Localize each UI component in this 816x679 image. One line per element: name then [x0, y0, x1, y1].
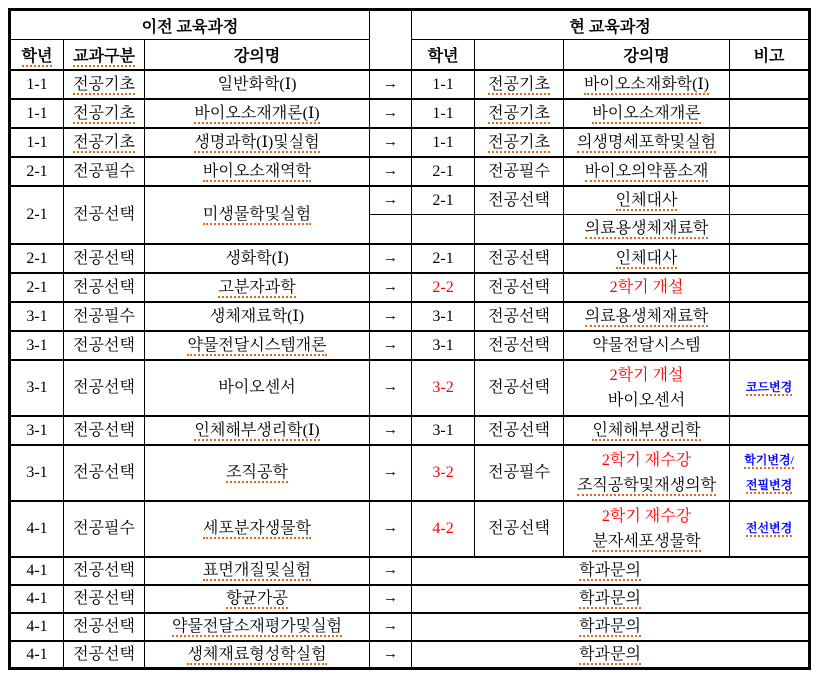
curr-category-cell: 전공선택 — [475, 244, 564, 273]
prev-category-cell: 전공선택 — [64, 331, 145, 360]
prev-category-cell: 전공선택 — [64, 445, 145, 501]
table-row — [10, 331, 810, 360]
prev-category-cell: 전공기초 — [64, 99, 145, 128]
prev-category-cell: 전공선택 — [64, 186, 145, 244]
curr-course-cell: 바이오의약품소재 — [564, 157, 730, 186]
prev-year-cell: 4-1 — [10, 501, 64, 557]
table-header — [10, 10, 810, 70]
prev-course-cell: 일반화학(Ⅰ) — [145, 70, 370, 99]
prev-category-cell: 전공선택 — [64, 641, 145, 669]
arrow-cell: → — [370, 501, 412, 557]
col-header-curr-category — [475, 40, 564, 70]
prev-category-cell: 전공선택 — [64, 244, 145, 273]
table-row — [10, 416, 810, 445]
prev-category-cell: 전공선택 — [64, 416, 145, 445]
curr-course-cell: 2학기 개설 바이오센서 — [564, 360, 730, 416]
curr-year-cell: 3-1 — [412, 331, 475, 360]
col-header-prev-course: 강의명 — [145, 40, 370, 70]
prev-year-cell: 2-1 — [10, 186, 64, 244]
curr-year-cell: 4-2 — [412, 501, 475, 557]
prev-category-cell: 전공선택 — [64, 273, 145, 302]
prev-category-cell: 전공필수 — [64, 501, 145, 557]
prev-course-cell: 인체해부생리학(Ⅰ) — [145, 416, 370, 445]
arrow-cell: → — [370, 273, 412, 302]
dept-contact-cell: 학과문의 — [412, 585, 810, 613]
prev-course-cell: 약물전달시스템개론 — [145, 331, 370, 360]
curr-course-cell: 인체대사 — [564, 244, 730, 273]
arrow-cell: → — [370, 70, 412, 99]
table-row — [10, 99, 810, 128]
table-row — [10, 641, 810, 669]
curr-year-cell: 2-1 — [412, 157, 475, 186]
remark-cell — [730, 302, 810, 331]
table-row — [10, 445, 810, 501]
prev-category-cell: 전공선택 — [64, 585, 145, 613]
table-row — [10, 613, 810, 641]
remark-cell — [730, 70, 810, 99]
curr-course-cell: 의료용생체재료학 — [564, 215, 730, 244]
prev-category-cell: 전공선택 — [64, 613, 145, 641]
curr-year-cell: 2-1 — [412, 186, 475, 215]
curr-course-cell: 약물전달시스템 — [564, 331, 730, 360]
curr-year-cell: 1-1 — [412, 70, 475, 99]
arrow-cell: → — [370, 416, 412, 445]
table-row — [10, 273, 810, 302]
table-row — [10, 244, 810, 273]
prev-year-cell: 2-1 — [10, 273, 64, 302]
curr-category-cell: 전공필수 — [475, 157, 564, 186]
curr-course-cell: 인체해부생리학 — [564, 416, 730, 445]
table-row — [10, 302, 810, 331]
header-group-row — [10, 10, 810, 40]
prev-course-cell: 바이오소재역학 — [145, 157, 370, 186]
prev-course-cell: 고분자과학 — [145, 273, 370, 302]
prev-year-cell: 2-1 — [10, 244, 64, 273]
curr-year-cell: 3-1 — [412, 416, 475, 445]
prev-course-cell: 생화학(Ⅰ) — [145, 244, 370, 273]
curr-category-cell: 전공선택 — [475, 331, 564, 360]
arrow-cell — [370, 215, 412, 244]
arrow-cell: → — [370, 186, 412, 215]
remark-cell — [730, 99, 810, 128]
prev-category-cell: 전공필수 — [64, 157, 145, 186]
dept-contact-cell: 학과문의 — [412, 557, 810, 585]
prev-year-cell: 1-1 — [10, 99, 64, 128]
prev-year-cell: 2-1 — [10, 157, 64, 186]
table-row — [10, 360, 810, 416]
arrow-cell: → — [370, 157, 412, 186]
prev-year-cell: 1-1 — [10, 128, 64, 157]
prev-course-cell: 세포분자생물학 — [145, 501, 370, 557]
dept-contact-cell: 학과문의 — [412, 641, 810, 669]
curr-year-cell: 1-1 — [412, 99, 475, 128]
prev-course-cell: 조직공학 — [145, 445, 370, 501]
dept-contact-cell: 학과문의 — [412, 613, 810, 641]
curr-category-cell: 전공선택 — [475, 360, 564, 416]
prev-year-cell: 4-1 — [10, 613, 64, 641]
arrow-cell: → — [370, 244, 412, 273]
prev-year-cell: 4-1 — [10, 641, 64, 669]
remark-cell — [730, 244, 810, 273]
arrow-cell: → — [370, 99, 412, 128]
arrow-column-header — [370, 10, 412, 70]
curr-category-cell: 전공선택 — [475, 186, 564, 215]
curr-category-cell: 전공선택 — [475, 302, 564, 331]
prev-year-cell: 3-1 — [10, 360, 64, 416]
curr-course-cell: 2학기 재수강 분자세포생물학 — [564, 501, 730, 557]
arrow-cell: → — [370, 557, 412, 585]
prev-year-cell: 4-1 — [10, 557, 64, 585]
curr-year-cell: 1-1 — [412, 128, 475, 157]
remark-cell — [730, 215, 810, 244]
prev-course-cell: 생명과학(Ⅰ)및실험 — [145, 128, 370, 157]
prev-course-cell: 바이오소재개론(Ⅰ) — [145, 99, 370, 128]
prev-curriculum-title: 이전 교육과정 — [10, 10, 370, 40]
remark-cell — [730, 128, 810, 157]
arrow-cell: → — [370, 360, 412, 416]
table-body — [10, 70, 810, 669]
arrow-cell: → — [370, 613, 412, 641]
arrow-cell: → — [370, 302, 412, 331]
prev-course-cell: 표면개질및실험 — [145, 557, 370, 585]
remark-cell: 코드변경 — [730, 360, 810, 416]
arrow-cell: → — [370, 641, 412, 669]
curr-year-cell — [412, 215, 475, 244]
prev-year-cell: 1-1 — [10, 70, 64, 99]
prev-year-cell: 3-1 — [10, 302, 64, 331]
table-row — [10, 128, 810, 157]
table-row — [10, 157, 810, 186]
prev-category-cell: 전공선택 — [64, 557, 145, 585]
col-header-curr-course: 강의명 — [564, 40, 730, 70]
curr-course-cell: 2학기 개설 — [564, 273, 730, 302]
curr-year-cell: 2-2 — [412, 273, 475, 302]
prev-course-cell: 약물전달소재평가및실험 — [145, 613, 370, 641]
prev-course-cell: 생체재료학(Ⅰ) — [145, 302, 370, 331]
table-row — [10, 501, 810, 557]
arrow-cell: → — [370, 445, 412, 501]
prev-year-cell: 4-1 — [10, 585, 64, 613]
prev-course-cell: 미생물학및실험 — [145, 186, 370, 244]
curr-category-cell: 전공기초 — [475, 99, 564, 128]
prev-category-cell: 전공기초 — [64, 128, 145, 157]
curr-category-cell: 전공선택 — [475, 273, 564, 302]
remark-cell — [730, 273, 810, 302]
col-header-prev-category: 교과구분 — [64, 40, 145, 70]
remark-cell — [730, 186, 810, 215]
arrow-cell: → — [370, 331, 412, 360]
curr-course-cell: 인체대사 — [564, 186, 730, 215]
prev-year-cell: 3-1 — [10, 331, 64, 360]
curr-category-cell: 전공필수 — [475, 445, 564, 501]
curr-year-cell: 3-2 — [412, 360, 475, 416]
col-header-curr-year: 학년 — [412, 40, 475, 70]
table-row — [10, 557, 810, 585]
remark-cell — [730, 416, 810, 445]
col-header-curr-remark: 비고 — [730, 40, 810, 70]
curr-curriculum-title: 현 교육과정 — [412, 10, 810, 40]
table-row — [10, 186, 810, 215]
prev-category-cell: 전공필수 — [64, 302, 145, 331]
arrow-cell: → — [370, 585, 412, 613]
curr-year-cell: 3-1 — [412, 302, 475, 331]
prev-course-cell: 바이오센서 — [145, 360, 370, 416]
remark-cell: 전선변경 — [730, 501, 810, 557]
col-header-prev-year: 학년 — [10, 40, 64, 70]
prev-course-cell: 향균가공 — [145, 585, 370, 613]
prev-category-cell: 전공기초 — [64, 70, 145, 99]
curr-course-cell: 2학기 재수강 조직공학및재생의학 — [564, 445, 730, 501]
remark-cell — [730, 331, 810, 360]
remark-cell — [730, 157, 810, 186]
table-row — [10, 585, 810, 613]
table-row — [10, 70, 810, 99]
prev-category-cell: 전공선택 — [64, 360, 145, 416]
curr-category-cell: 전공기초 — [475, 70, 564, 99]
curr-category-cell: 전공선택 — [475, 416, 564, 445]
prev-year-cell: 3-1 — [10, 416, 64, 445]
curr-year-cell: 2-1 — [412, 244, 475, 273]
arrow-cell: → — [370, 128, 412, 157]
curr-category-cell — [475, 215, 564, 244]
curr-course-cell: 의료용생체재료학 — [564, 302, 730, 331]
curriculum-comparison-table — [8, 8, 811, 670]
prev-year-cell: 3-1 — [10, 445, 64, 501]
curr-category-cell: 전공선택 — [475, 501, 564, 557]
prev-course-cell: 생체재료형성학실험 — [145, 641, 370, 669]
curr-course-cell: 바이오소재개론 — [564, 99, 730, 128]
curr-year-cell: 3-2 — [412, 445, 475, 501]
curr-category-cell: 전공기초 — [475, 128, 564, 157]
remark-cell: 학기변경/ 전필변경 — [730, 445, 810, 501]
curr-course-cell: 의생명세포학및실험 — [564, 128, 730, 157]
curr-course-cell: 바이오소재화학(Ⅰ) — [564, 70, 730, 99]
